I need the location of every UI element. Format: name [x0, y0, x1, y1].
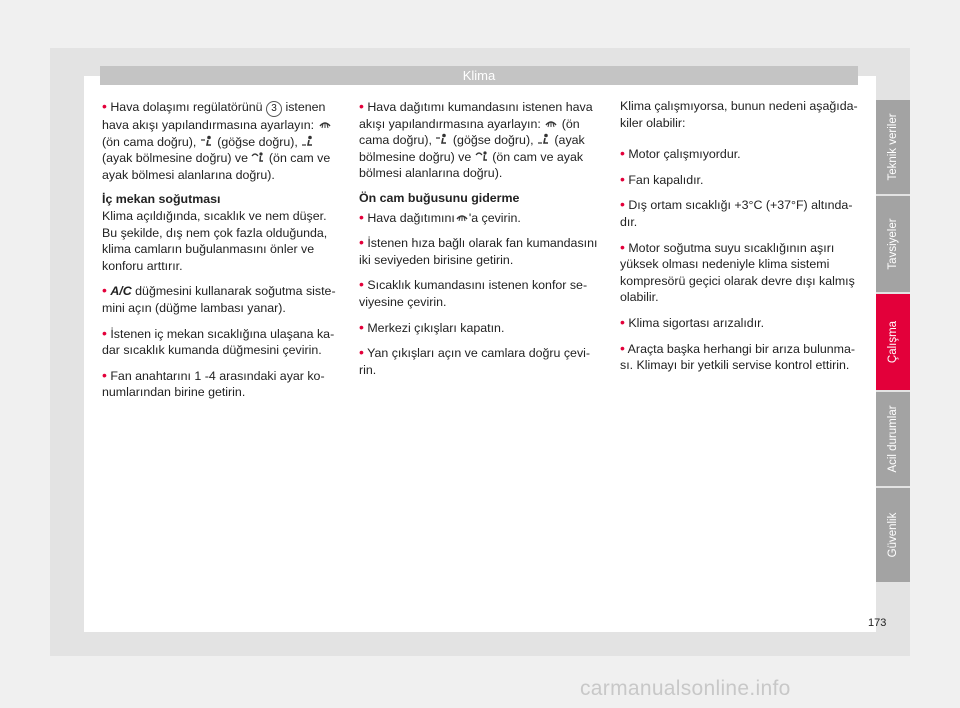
page-number: 173	[868, 617, 887, 629]
bullet: •	[359, 208, 364, 225]
bullet: •	[102, 366, 107, 383]
list-item: • Klima sigortası arızalıdır.	[620, 313, 765, 330]
list-item: • Motor çalışmıyordur.	[620, 145, 741, 162]
chest-vent-icon	[200, 135, 214, 147]
list-item: • Sıcaklık kumandasını istenen konfor seviyesine çevirin.	[359, 276, 588, 309]
page-title: Klima	[100, 66, 858, 85]
footwell-icon	[537, 133, 551, 145]
bullet: •	[359, 276, 364, 293]
paragraph-intro: Klima çalışmıyorsa, bunun nedeni aşağıdakiler olabilir:	[620, 99, 858, 130]
watermark: carmanualsonline.info	[580, 677, 791, 700]
list-item: • Fan anahtarını 1 -4 arasındaki ayar konumlarından birine getirin.	[102, 366, 325, 400]
footwell-defrost-icon	[475, 150, 489, 162]
list-item: • Araçta başka herhangi bir arıza bulunması. Klimayı bir yetkili servise kontrol ettirin.	[620, 339, 855, 373]
list-item: • A/C düğmesini kullanarak soğutma sistemini açın (düğme lambası yanar).	[102, 282, 336, 315]
list-item: • İstenen iç mekan sıcaklığına ulaşana kadar sıcaklık kumanda düğmesini çevirin.	[102, 324, 335, 358]
callout-number: 3	[266, 101, 282, 117]
tab-calisma[interactable]: Çalışma	[876, 294, 910, 390]
bullet: •	[620, 196, 625, 213]
list-item: • Merkezi çıkışları kapatın.	[359, 318, 505, 335]
list-item: • Hava dağıtımını 'a çevirin.	[359, 208, 521, 225]
bullet: •	[359, 234, 364, 251]
column-3	[620, 98, 862, 382]
paragraph-air-distribution: • Hava dağıtımı kumandasını istenen hava akışı yapılandırmasına ayarlayın: (ön cama doğru), (göğse doğru), (ayak bölmesine doğru) ve (ön cam ve ayak bölmesi alanlarına doğru).	[359, 98, 593, 181]
footwell-icon	[301, 135, 315, 147]
list-item: • Dış ortam sıcaklığı +3°C (+37°F) altındadır.	[620, 196, 853, 229]
bullet: •	[359, 344, 364, 361]
footwell-defrost-icon	[251, 151, 265, 163]
section-heading-defrost: Ön cam buğusunu giderme	[359, 190, 520, 205]
bullet: •	[359, 318, 364, 335]
bullet: •	[359, 98, 364, 114]
bullet: •	[102, 282, 107, 299]
tab-teknik-veriler[interactable]: Teknik veriler	[876, 100, 910, 194]
ac-icon: A/C	[110, 284, 132, 299]
defrost-icon	[455, 211, 469, 223]
paragraph-cooling: Klima açıldığında, sıcaklık ve nem düşer. Bu şekilde, dış nem çok fazla olduğunda, klima camların buğulanmasını önler ve konforu arttırır.	[102, 208, 328, 273]
chest-vent-icon	[435, 133, 449, 145]
tab-guvenlik[interactable]: Güvenlik	[876, 488, 910, 582]
bullet: •	[620, 145, 625, 162]
paragraph-air-circulation: • Hava dolaşımı regülatörünü 3 istenen hava akışı yapılandırmasına ayarlayın: (ön cama doğru), (göğse doğru), (ayak bölmesine doğru) ve (ön cam ve ayak bölmesi alanlarına doğru).	[102, 98, 331, 182]
bullet: •	[620, 170, 625, 187]
bullet: •	[620, 313, 625, 330]
bullet: •	[102, 98, 107, 114]
defrost-icon	[544, 117, 558, 129]
list-item: • Motor soğutma suyu sıcaklığının aşırı yüksek olması nedeniyle klima sistemi kompresörü geçici olarak devre dışı kalmış olabilir.	[620, 238, 855, 305]
list-item: • Yan çıkışları açın ve camlara doğru çevirin.	[359, 344, 591, 377]
list-item: • İstenen hıza bağlı olarak fan kumandasını iki seviyeden birisine getirin.	[359, 234, 598, 267]
column-2	[359, 98, 601, 386]
tab-tavsiyeler[interactable]: Tavsiyeler	[876, 196, 910, 292]
column-1	[102, 98, 340, 409]
bullet: •	[620, 238, 625, 255]
section-heading-cooling: İç mekan soğutması	[102, 192, 221, 207]
bullet: •	[620, 339, 625, 356]
tab-acil-durumlar[interactable]: Acil durumlar	[876, 392, 910, 486]
defrost-icon	[318, 118, 332, 130]
list-item: • Fan kapalıdır.	[620, 170, 704, 187]
bullet: •	[102, 324, 107, 341]
